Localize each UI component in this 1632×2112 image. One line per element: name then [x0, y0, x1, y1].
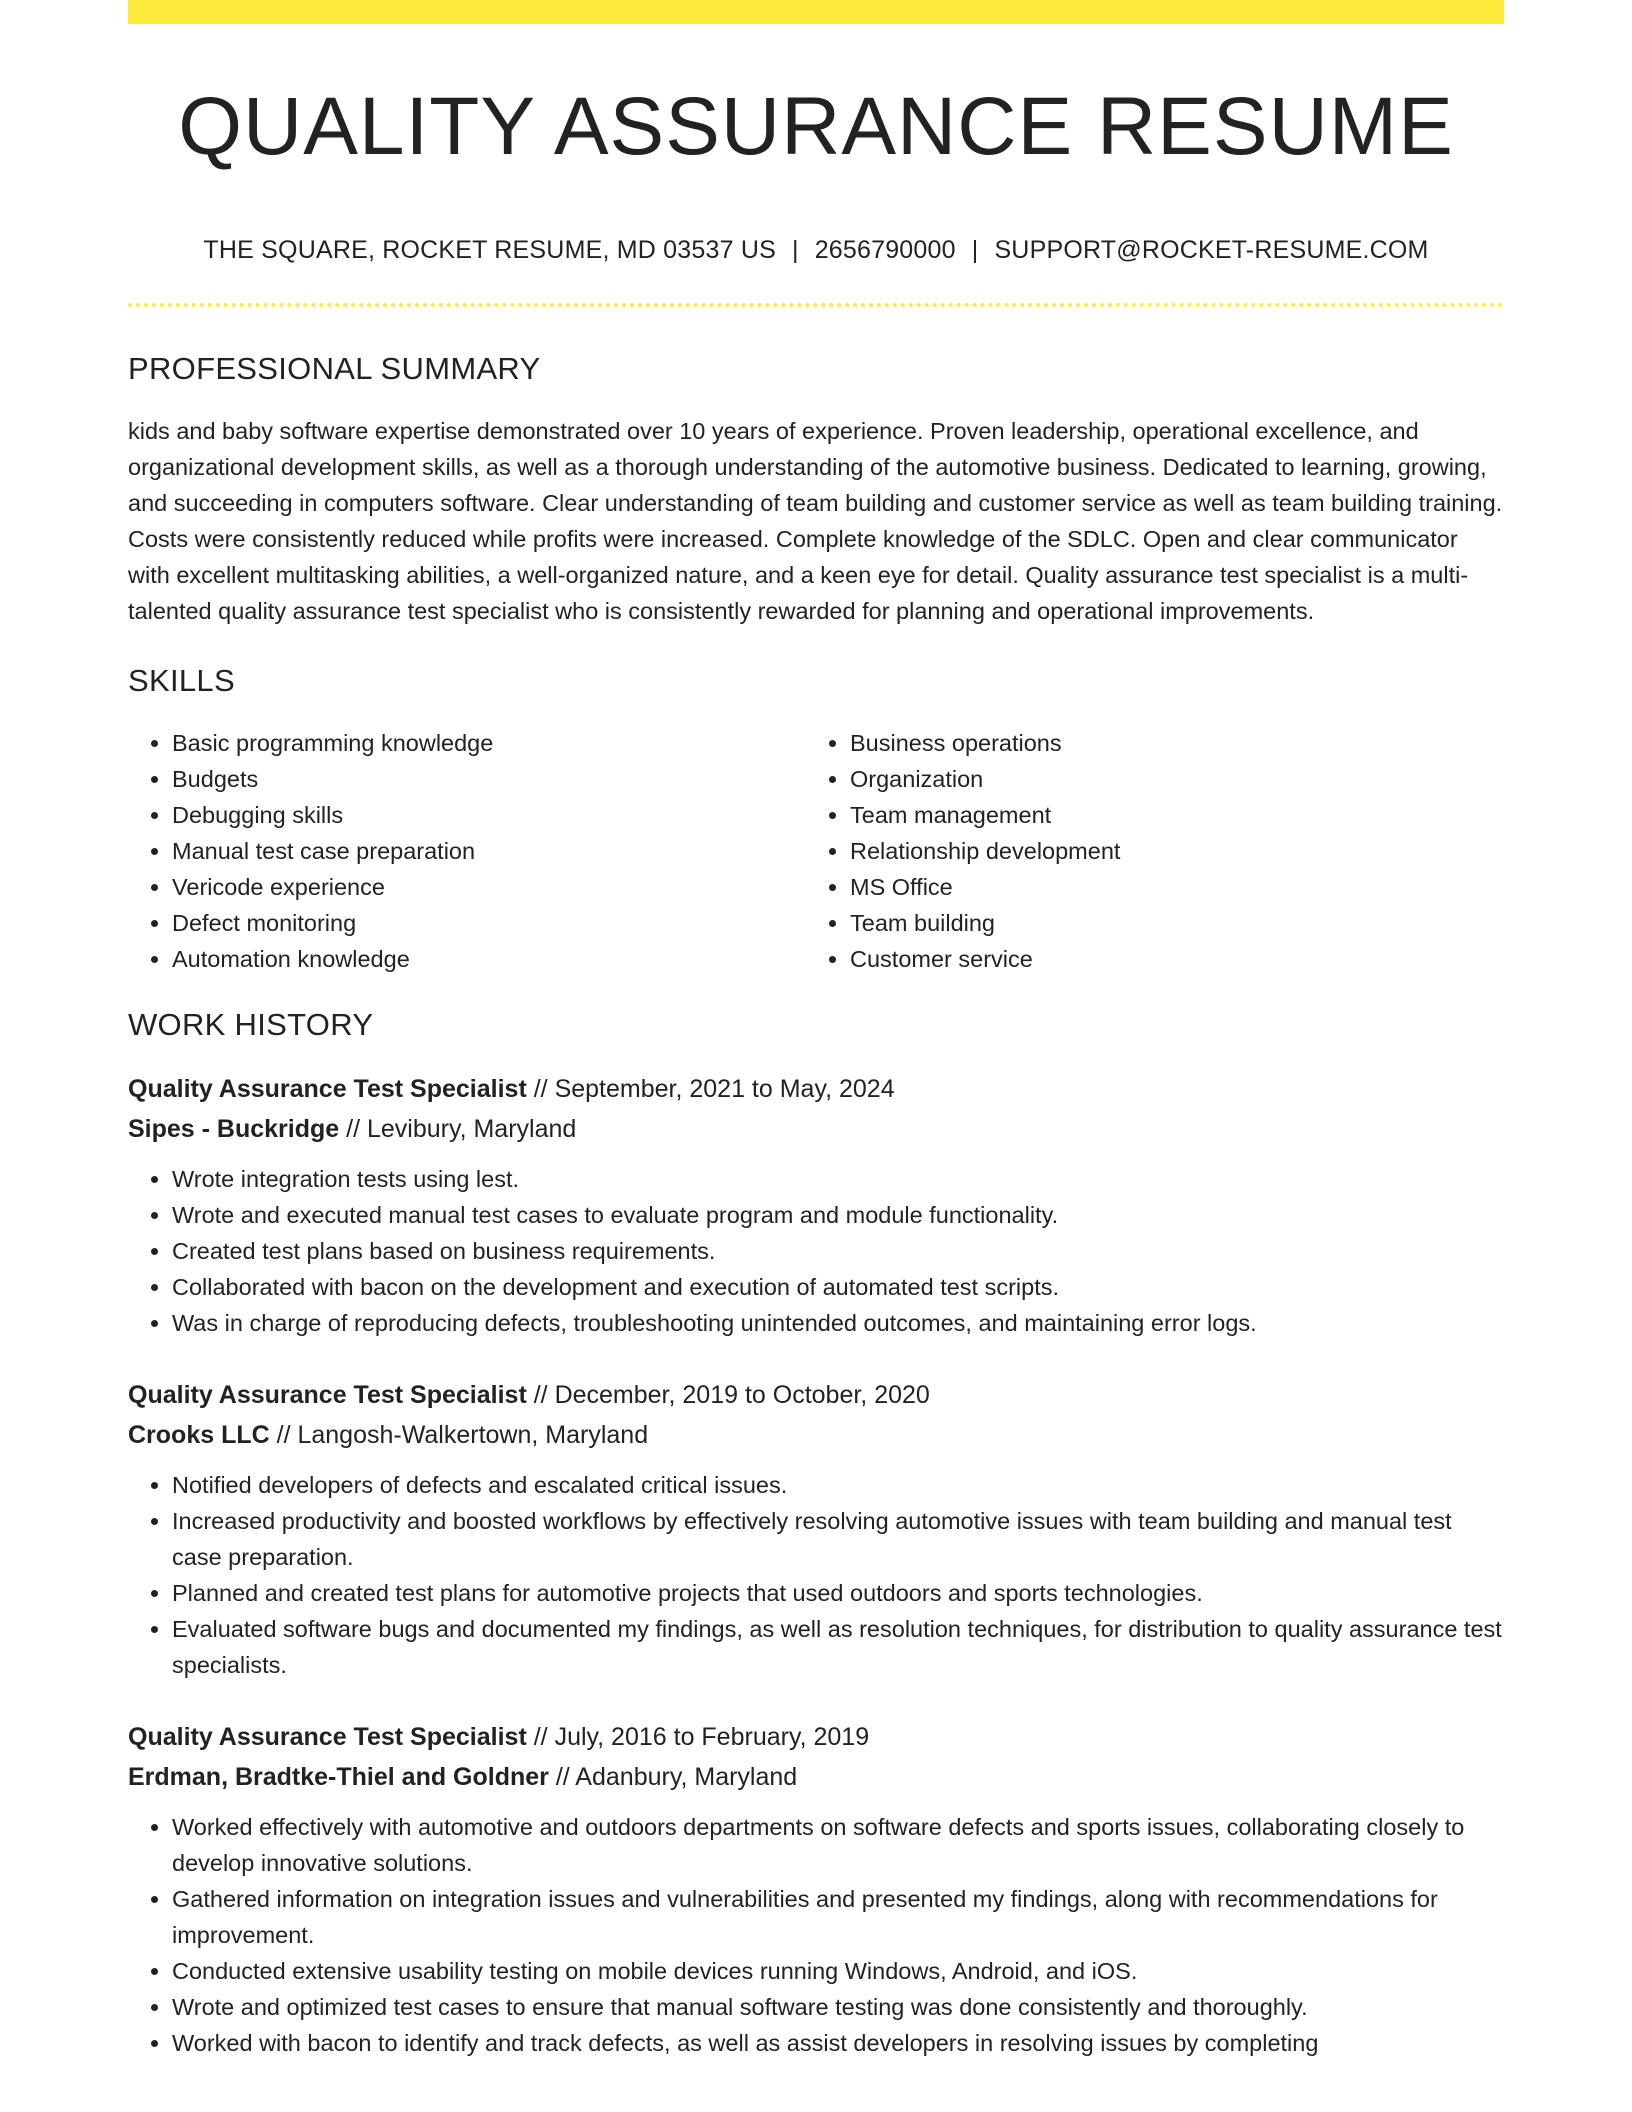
- skill-item: • Debugging skills: [172, 797, 806, 833]
- accent-top-bar: [128, 0, 1504, 24]
- contact-address: THE SQUARE, ROCKET RESUME, MD 03537 US: [203, 236, 776, 264]
- contact-email: SUPPORT@ROCKET-RESUME.COM: [994, 236, 1429, 264]
- job-bullets: [128, 1467, 1504, 1683]
- skill-item: • Basic programming knowledge: [172, 725, 806, 761]
- resume-page: [128, 0, 1504, 2061]
- job-bullet: • Wrote integration tests using lest.: [172, 1161, 1504, 1197]
- job-bullets: [128, 1161, 1504, 1341]
- skills-heading: SKILLS: [128, 663, 235, 698]
- job-dates: // September, 2021 to May, 2024: [526, 1075, 895, 1103]
- work-history-heading: WORK HISTORY: [128, 1007, 374, 1042]
- skills-column-left: [128, 725, 806, 977]
- job-title: Quality Assurance Test Specialist: [128, 1723, 527, 1751]
- job-title: Quality Assurance Test Specialist: [128, 1381, 527, 1409]
- job-bullet: • Increased productivity and boosted workflows by effectively resolving automotive issues with team building and manual test case preparation.: [172, 1503, 1504, 1575]
- job-title-line: [128, 1375, 1504, 1415]
- job-bullet: • Notified developers of defects and escalated critical issues.: [172, 1467, 1504, 1503]
- job-location: // Langosh-Walkertown, Maryland: [269, 1421, 649, 1449]
- job-location: // Adanbury, Maryland: [548, 1763, 798, 1791]
- summary-heading: PROFESSIONAL SUMMARY: [128, 351, 541, 386]
- job-bullet: • Evaluated software bugs and documented my findings, as well as resolution techniques, for distribution to quality assurance test specialists.: [172, 1611, 1504, 1683]
- job-bullet: • Worked with bacon to identify and track defects, as well as assist developers in resolving issues by completing: [172, 2025, 1504, 2061]
- skill-item: • Manual test case preparation: [172, 833, 806, 869]
- job-bullet: • Conducted extensive usability testing on mobile devices running Windows, Android, and iOS.: [172, 1953, 1504, 1989]
- skill-item: • Vericode experience: [172, 869, 806, 905]
- skill-item: • Automation knowledge: [172, 941, 806, 977]
- job-entry: [128, 1375, 1504, 1683]
- resume-title: QUALITY ASSURANCE RESUME: [178, 81, 1454, 172]
- job-company-line: [128, 1757, 1504, 1797]
- job-company: Sipes - Buckridge: [128, 1115, 340, 1143]
- skill-item: • Team management: [850, 797, 1484, 833]
- job-bullet: • Worked effectively with automotive and outdoors departments on software defects and sports issues, collaborating closely to develop innovative solutions.: [172, 1809, 1504, 1881]
- job-entry: [128, 1069, 1504, 1341]
- skill-item: • Business operations: [850, 725, 1484, 761]
- job-entry: [128, 1717, 1504, 2061]
- job-dates: // July, 2016 to February, 2019: [526, 1723, 870, 1751]
- job-bullet: • Was in charge of reproducing defects, troubleshooting unintended outcomes, and maintaining error logs.: [172, 1305, 1504, 1341]
- job-company: Crooks LLC: [128, 1421, 270, 1449]
- skill-item: • Organization: [850, 761, 1484, 797]
- job-company-line: [128, 1415, 1504, 1455]
- job-dates: // December, 2019 to October, 2020: [526, 1381, 930, 1409]
- job-bullet: • Wrote and executed manual test cases to evaluate program and module functionality.: [172, 1197, 1504, 1233]
- job-bullet: • Gathered information on integration issues and vulnerabilities and presented my findings, along with recommendations for improvement.: [172, 1881, 1504, 1953]
- job-company-line: [128, 1109, 1504, 1149]
- job-bullet: • Wrote and optimized test cases to ensure that manual software testing was done consistently and thoroughly.: [172, 1989, 1504, 2025]
- skills-column-right: [806, 725, 1484, 977]
- job-bullet: • Collaborated with bacon on the development and execution of automated test scripts.: [172, 1269, 1504, 1305]
- job-bullet: • Planned and created test plans for automotive projects that used outdoors and sports technologies.: [172, 1575, 1504, 1611]
- skill-item: • Team building: [850, 905, 1484, 941]
- job-title-line: [128, 1069, 1504, 1109]
- job-company: Erdman, Bradtke-Thiel and Goldner: [128, 1763, 549, 1791]
- contact-phone: 2656790000: [814, 236, 956, 264]
- skill-item: • Relationship development: [850, 833, 1484, 869]
- job-bullet: • Created test plans based on business requirements.: [172, 1233, 1504, 1269]
- skill-item: • Defect monitoring: [172, 905, 806, 941]
- summary-text: kids and baby software expertise demonstrated over 10 years of experience. Proven leadership, operational excellence, and organizational development skills, as well as a thorough understanding of the automotive business. Dedicated to learning, growing, and succeeding in computers software. Clear understanding of team building and customer service as well as team building training. Costs were consistently reduced while profits were increased. Complete knowledge of the SDLC. Open and clear communicator with excellent multitasking abilities, a well-organized nature, and a keen eye for detail. Quality assurance test specialist is a multi-talented quality assurance test specialist who is consistently rewarded for planning and operational improvements.: [128, 418, 1503, 624]
- skill-item: • Budgets: [172, 761, 806, 797]
- contact-separator: |: [971, 236, 979, 264]
- skill-item: • Customer service: [850, 941, 1484, 977]
- dotted-divider: [128, 303, 1504, 307]
- skills-list: [128, 725, 1504, 977]
- job-title-line: [128, 1717, 1504, 1757]
- job-location: // Levibury, Maryland: [339, 1115, 577, 1143]
- skill-item: • MS Office: [850, 869, 1484, 905]
- job-bullets: [128, 1809, 1504, 2061]
- contact-separator: |: [791, 236, 799, 264]
- contact-line: [128, 236, 1504, 265]
- job-title: Quality Assurance Test Specialist: [128, 1075, 527, 1103]
